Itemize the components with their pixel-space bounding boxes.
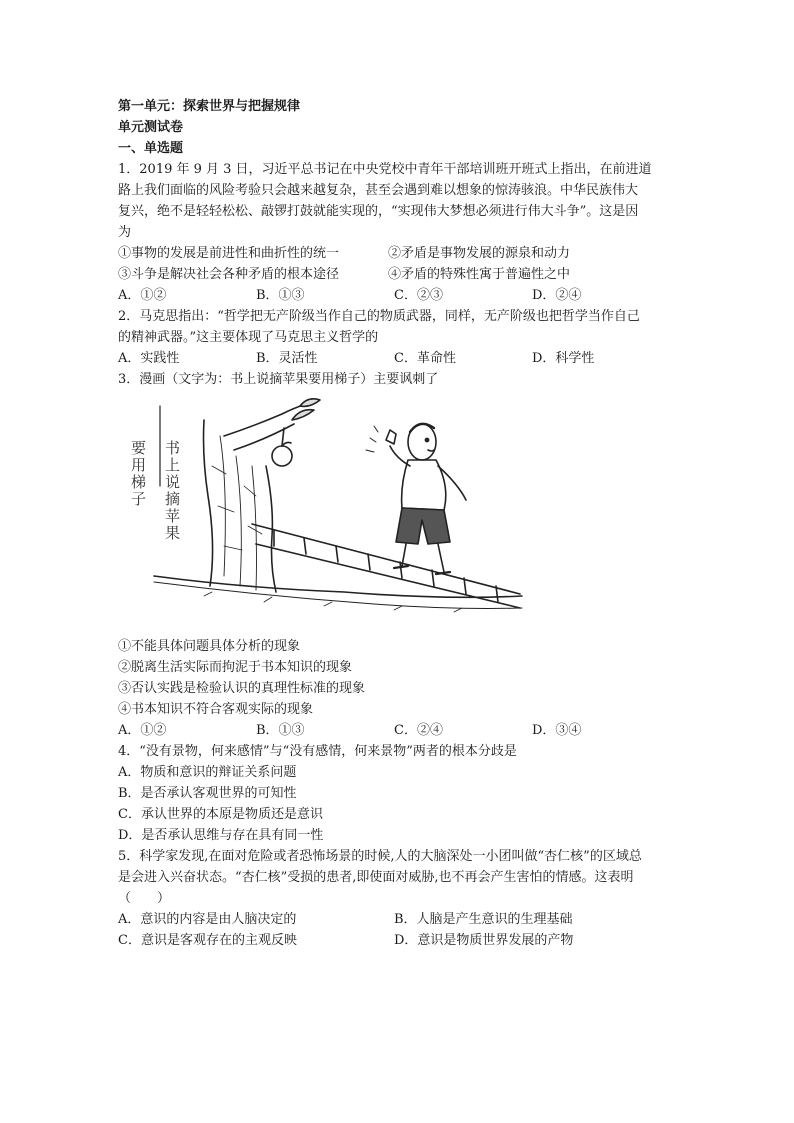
test-title: 单元测试卷 — [118, 120, 184, 135]
option-c: C．②④ — [394, 723, 443, 738]
question-stem-line: 3．漫画（文字为：书上说摘苹果要用梯子）主要讽刺了 — [118, 372, 439, 387]
option-row — [118, 348, 678, 369]
option-a: A．①② — [118, 288, 167, 303]
option-b: B．是否承认客观世界的可知性 — [118, 786, 297, 801]
exam-page — [118, 96, 678, 951]
question-stem-line: 1．2019 年 9 月 3 日，习近平总书记在中央党校中青年干部培训班开班式上指出，在前进道 — [118, 162, 652, 177]
option-a: A．物质和意识的辩证关系问题 — [118, 765, 297, 780]
option-row — [118, 909, 678, 930]
option-b: B．①③ — [256, 723, 305, 738]
unit-title: 第一单元：探索世界与把握规律 — [118, 99, 301, 114]
option-c: C．承认世界的本原是物质还是意识 — [118, 807, 323, 822]
question-stem-line: 2．马克思指出：“哲学把无产阶级当作自己的物质武器，同样，无产阶级也把哲学当作自己 — [118, 309, 640, 324]
option-a: A．意识的内容是由人脑决定的 — [118, 912, 297, 927]
question-2 — [118, 306, 678, 369]
option-c: C．革命性 — [394, 351, 456, 366]
question-stem-line: 是会进入兴奋状态。“杏仁核”受损的患者,即使面对威胁,也不再会产生害怕的情感。这表明 — [118, 870, 634, 885]
question-5 — [118, 846, 678, 951]
option-row — [118, 720, 678, 741]
option-a: A．实践性 — [118, 351, 180, 366]
statement: ②脱离生活实际而拘泥于书本知识的现象 — [118, 660, 353, 675]
question-stem-line: 为 — [118, 225, 132, 240]
question-stem-line: 4．“没有景物，何来感情”与“没有感情，何来景物”两者的根本分歧是 — [118, 744, 517, 759]
statement: ②矛盾是事物发展的源泉和动力 — [388, 246, 571, 261]
question-stem-line: 5．科学家发现,在面对危险或者恐怖场景的时候,人的大脑深处一小团叫做“杏仁核”的区域总 — [118, 849, 642, 864]
question-stem-line: 复兴，绝不是轻轻松松、敲锣打鼓就能实现的，“实现伟大梦想必须进行伟大斗争”。这是因 — [118, 204, 639, 219]
statement: ③斗争是解决社会各种矛盾的根本途径 — [118, 267, 340, 282]
option-c: C．意识是客观存在的主观反映 — [118, 933, 297, 948]
statement: ①不能具体问题具体分析的现象 — [118, 639, 301, 654]
statement-row — [118, 264, 678, 285]
option-b: B．灵活性 — [256, 351, 318, 366]
question-stem-line: （ ） — [118, 891, 171, 906]
question-3 — [118, 369, 678, 741]
option-d: D．意识是物质世界发展的产物 — [394, 933, 574, 948]
option-d: D．③④ — [532, 723, 582, 738]
question-4 — [118, 741, 678, 846]
cartoon-caption-col1: 书上说摘苹果 — [163, 440, 181, 542]
option-d: D．②④ — [532, 288, 582, 303]
statement: ④书本知识不符合客观实际的现象 — [118, 702, 314, 717]
question-stem-line: 的精神武器。”这主要体现了马克思主义哲学的 — [118, 330, 379, 345]
statement: ④矛盾的特殊性寓于普遍性之中 — [388, 267, 571, 282]
option-d: D．科学性 — [532, 351, 595, 366]
option-b: B．①③ — [256, 288, 305, 303]
cartoon-caption-col2: 要用梯子 — [129, 440, 147, 508]
cartoon-image — [124, 396, 524, 624]
question-1 — [118, 159, 678, 306]
option-b: B．人脑是产生意识的生理基础 — [394, 912, 573, 927]
option-d: D．是否承认思维与存在具有同一性 — [118, 828, 324, 843]
option-row — [118, 285, 678, 306]
option-c: C．②③ — [394, 288, 443, 303]
question-stem-line: 路上我们面临的风险考验只会越来越复杂，甚至会遇到难以想象的惊涛骇浪。中华民族伟大 — [118, 183, 639, 198]
option-a: A．①② — [118, 723, 167, 738]
option-row — [118, 930, 678, 951]
statement: ③否认实践是检验认识的真理性标准的现象 — [118, 681, 366, 696]
section-title: 一、单选题 — [118, 141, 184, 156]
statement: ①事物的发展是前进性和曲折性的统一 — [118, 246, 340, 261]
statement-row — [118, 243, 678, 264]
